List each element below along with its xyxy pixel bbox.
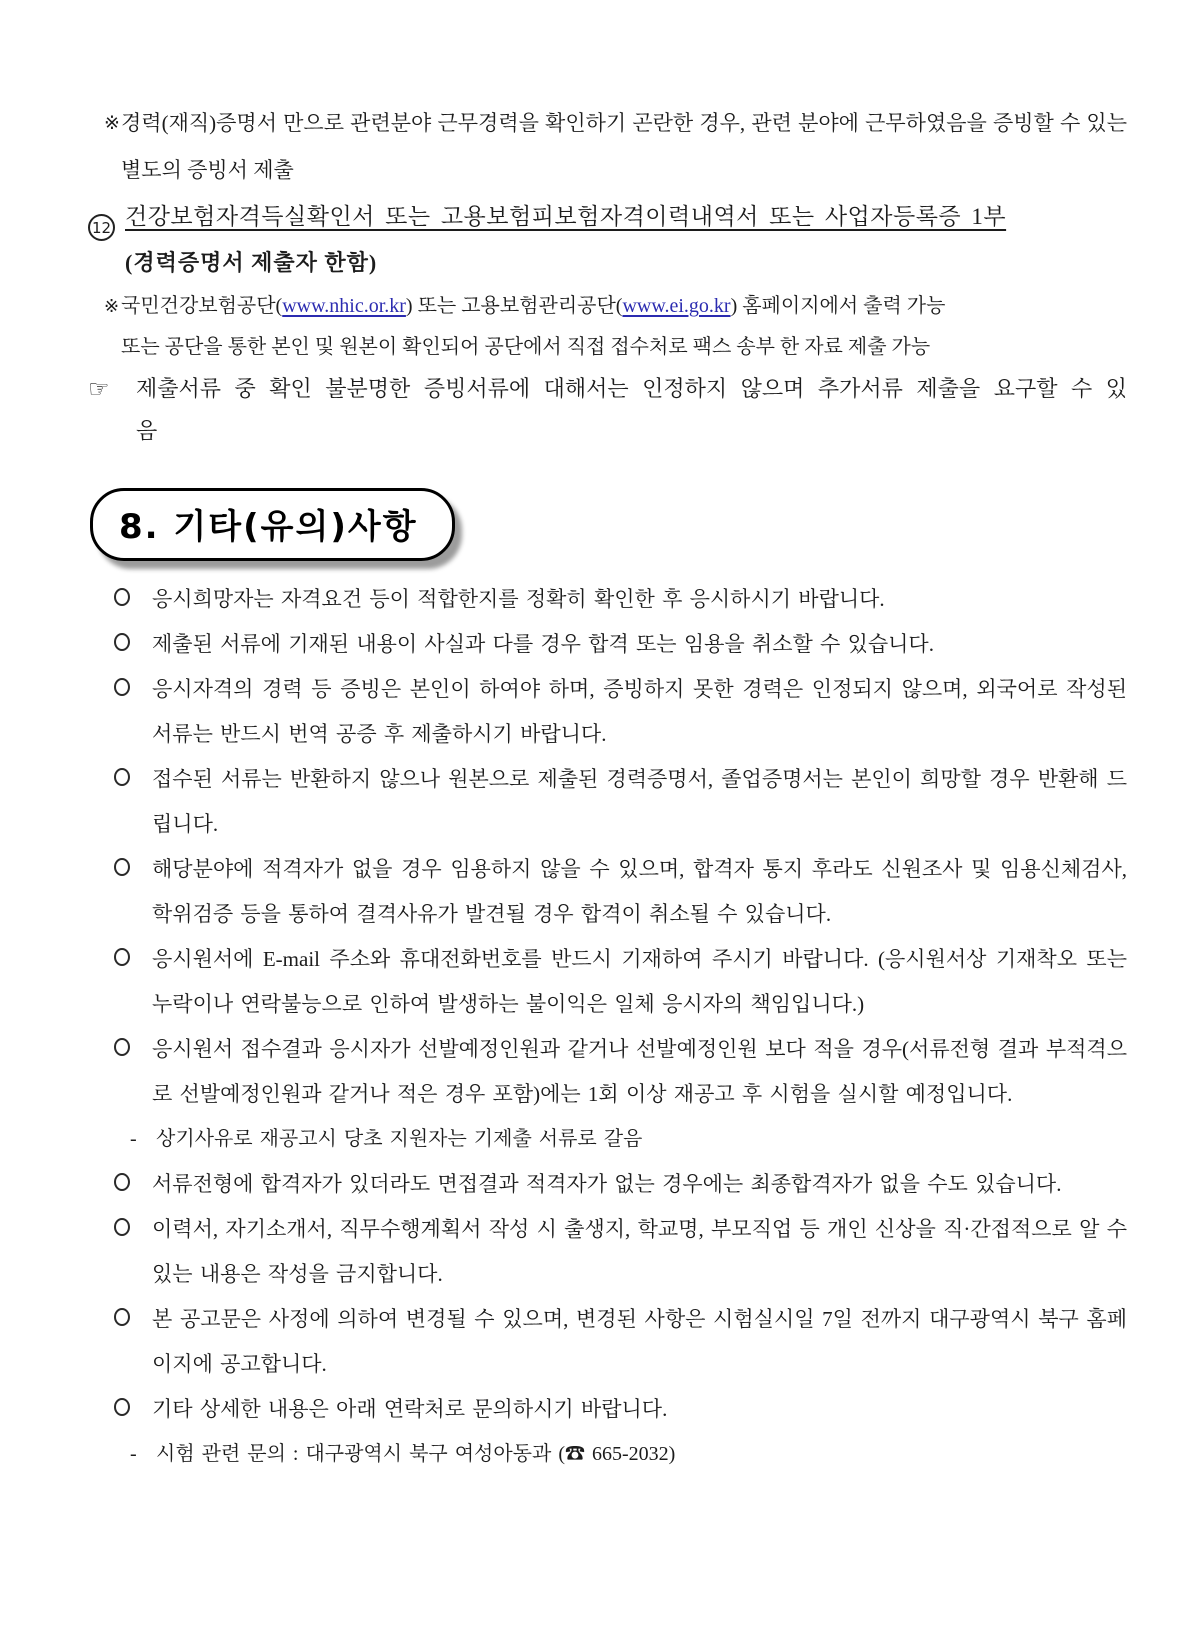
- list-item-text: 본 공고문은 사정에 의하여 변경될 수 있으며, 변경된 사항은 시험실시일 7일 전까지 대구광역시 북구 홈페이지에 공고합니다.: [152, 1307, 1127, 1376]
- note-career-certificate: [88, 100, 1127, 194]
- circled-12-badge: [88, 194, 125, 249]
- reference-mark-icon: ※: [104, 296, 120, 317]
- note-middle: ) 또는 고용보험관리공단(: [405, 295, 623, 317]
- list-item: [114, 1207, 1127, 1297]
- note-prefix: 국민건강보험공단(: [121, 295, 283, 317]
- note-text: 제출서류 중 확인 불분명한 증빙서류에 대해서는 인정하지 않으며 추가서류 제출을 요구할 수 있음: [136, 376, 1127, 443]
- note-text: 경력(재직)증명서 만으로 관련분야 근무경력을 확인하기 곤란한 경우, 관련 분야에 근무하였음을 증빙할 수 있는 별도의 증빙서 제출: [121, 111, 1127, 182]
- section-8-header: [90, 488, 455, 561]
- reference-mark-icon: ※: [104, 112, 120, 134]
- hollow-circle-bullet-icon: [114, 847, 152, 892]
- list-subitem: [128, 1432, 1127, 1477]
- list-item-text: 이력서, 자기소개서, 직무수행계획서 작성 시 출생지, 학교명, 부모직업 등 개인 신상을 직·간접적으로 알 수 있는 내용은 작성을 금지합니다.: [152, 1217, 1127, 1286]
- notice-list: [114, 577, 1127, 1477]
- list-item: [114, 667, 1127, 757]
- list-item-text: 응시자격의 경력 등 증빙은 본인이 하여야 하며, 증빙하지 못한 경력은 인정되지 않으며, 외국어로 작성된 서류는 반드시 번역 공증 후 제출하시기 바랍니다.: [152, 677, 1127, 746]
- section-title: 8. 기타(유의)사항: [119, 507, 418, 547]
- dash-bullet: -: [130, 1128, 137, 1150]
- note-text: [121, 286, 1127, 368]
- hollow-circle-bullet-icon: [114, 577, 152, 622]
- list-item: [114, 622, 1127, 667]
- list-item-text: 기타 상세한 내용은 아래 연락처로 문의하시기 바랍니다.: [152, 1397, 668, 1421]
- item-12-subtitle: (경력증명서 제출자 한함): [125, 250, 378, 275]
- hollow-circle-bullet-icon: [114, 667, 152, 712]
- hollow-circle-bullet-icon: [114, 1297, 152, 1342]
- list-item-text: 접수된 서류는 반환하지 않으나 원본으로 제출된 경력증명서, 졸업증명서는 본인이 희망할 경우 반환해 드립니다.: [152, 767, 1127, 836]
- list-item-text: 해당분야에 적격자가 없을 경우 임용하지 않을 수 있으며, 합격자 통지 후라도 신원조사 및 임용신체검사, 학위검증 등을 통하여 결격사유가 발견될 경우 합격이 취소될 수 있습니다.: [152, 857, 1127, 926]
- list-item: [114, 1297, 1127, 1387]
- pointing-hand-icon: ☞: [88, 375, 110, 403]
- circled-number-icon: 12: [88, 214, 115, 241]
- document-item-12: [88, 194, 1127, 286]
- note-line2: 또는 공단을 통한 본인 및 원본이 확인되어 공단에서 직접 접수처로 팩스 송부 한 자료 제출 가능: [121, 336, 931, 358]
- hollow-circle-bullet-icon: [114, 1387, 152, 1432]
- item-12-title: 건강보험자격득실확인서 또는 고용보험피보험자격이력내역서 또는 사업자등록증 1부: [125, 204, 1007, 229]
- list-item: [114, 1387, 1127, 1432]
- hollow-circle-bullet-icon: [114, 937, 152, 982]
- list-item: [114, 577, 1127, 622]
- ei-link[interactable]: www.ei.go.kr: [622, 295, 731, 317]
- list-item-text: 제출된 서류에 기재된 내용이 사실과 다를 경우 합격 또는 임용을 취소할 수 있습니다.: [152, 632, 934, 656]
- list-subitem-text: 상기사유로 재공고시 당초 지원자는 기제출 서류로 갈음: [156, 1128, 643, 1150]
- list-item-text: 응시원서에 E-mail 주소와 휴대전화번호를 반드시 기재하여 주시기 바랍니다. (응시원서상 기재착오 또는 누락이나 연락불능으로 인하여 발생하는 불이익은 일체 응시자의 책임입니다.): [152, 947, 1127, 1016]
- list-item: [114, 1027, 1127, 1117]
- hollow-circle-bullet-icon: [114, 1162, 152, 1207]
- nhic-link[interactable]: www.nhic.or.kr: [282, 295, 406, 317]
- list-item-text: 서류전형에 합격자가 있더라도 면접결과 적격자가 없는 경우에는 최종합격자가 없을 수도 있습니다.: [152, 1172, 1062, 1196]
- list-item: [114, 847, 1127, 937]
- note-unclear-documents: [88, 368, 1127, 452]
- list-item: [114, 937, 1127, 1027]
- hollow-circle-bullet-icon: [114, 622, 152, 667]
- list-subitem: [128, 1117, 1127, 1162]
- note-suffix: ) 홈페이지에서 출력 가능: [730, 295, 946, 317]
- hollow-circle-bullet-icon: [114, 1207, 152, 1252]
- hollow-circle-bullet-icon: [114, 1027, 152, 1072]
- dash-bullet: -: [130, 1443, 137, 1465]
- list-item-text: 응시희망자는 자격요건 등이 적합한지를 정확히 확인한 후 응시하시기 바랍니다.: [152, 587, 885, 611]
- item-12-body: [125, 194, 1127, 286]
- list-item: [114, 1162, 1127, 1207]
- hollow-circle-bullet-icon: [114, 757, 152, 802]
- list-item: [114, 757, 1127, 847]
- note-insurance-websites: [88, 286, 1127, 368]
- list-subitem-text: 시험 관련 문의 : 대구광역시 북구 여성아동과 (☎ 665-2032): [156, 1443, 676, 1465]
- list-item-text: 응시원서 접수결과 응시자가 선발예정인원과 같거나 선발예정인원 보다 적을 경우(서류전형 결과 부적격으로 선발예정인원과 같거나 적은 경우 포함)에는 1회 이상 재공고 후 시험을 실시할 예정입니다.: [152, 1037, 1127, 1106]
